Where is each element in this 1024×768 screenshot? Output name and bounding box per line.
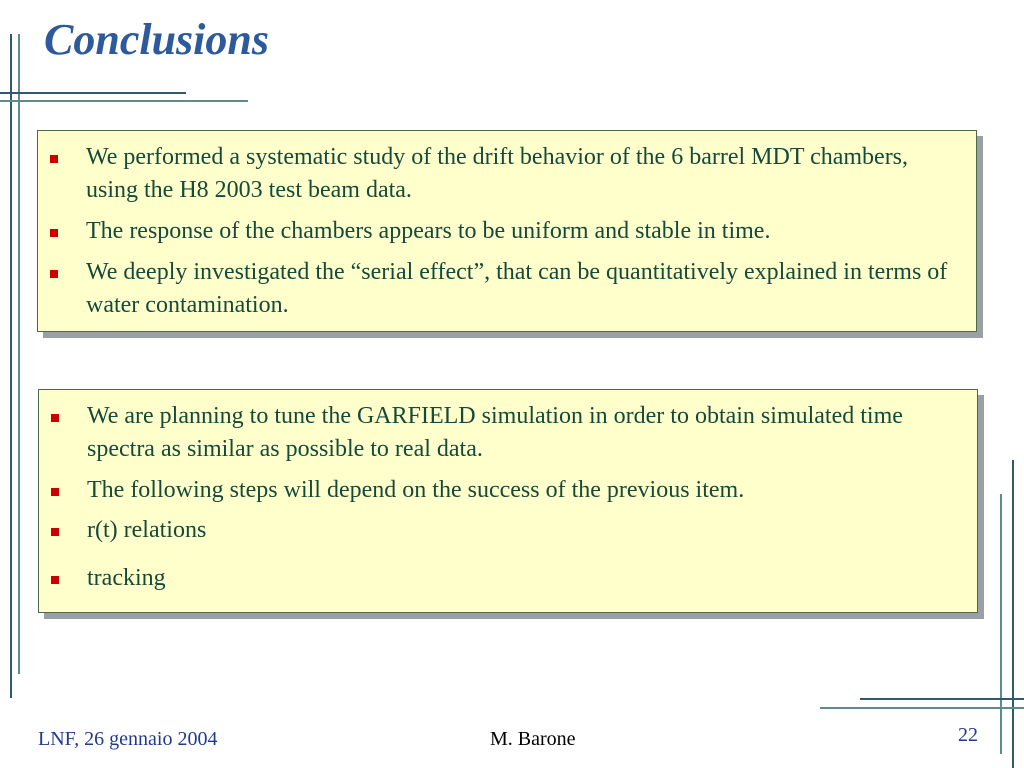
bullet-icon bbox=[51, 414, 59, 422]
frame-line-left-inner bbox=[18, 34, 20, 674]
page-number: 22 bbox=[958, 724, 978, 746]
bullet-icon bbox=[51, 576, 59, 584]
page-title: Conclusions bbox=[44, 15, 269, 64]
list-item bbox=[39, 400, 967, 466]
list-item bbox=[39, 514, 967, 547]
conclusions-list bbox=[38, 141, 966, 322]
frame-line-left-outer bbox=[10, 34, 12, 698]
list-item-text: The following steps will depend on the success of the previous item. bbox=[87, 477, 745, 503]
footer-date: LNF, 26 gennaio 2004 bbox=[38, 728, 218, 750]
list-item-text: We deeply investigated the “serial effect”, that can be quantitatively explained in terms of water contamination. bbox=[86, 259, 948, 318]
list-item-text: r(t) relations bbox=[87, 517, 207, 543]
bullet-icon bbox=[50, 270, 58, 278]
frame-line-bottom-lower bbox=[820, 707, 1024, 709]
frame-line-right-inner bbox=[1000, 494, 1002, 754]
frame-line-top-lower bbox=[0, 100, 248, 102]
bullet-icon bbox=[51, 528, 59, 536]
bullet-icon bbox=[51, 488, 59, 496]
footer-author: M. Barone bbox=[490, 728, 576, 750]
list-item bbox=[38, 256, 966, 322]
list-item bbox=[39, 562, 967, 595]
conclusions-box bbox=[37, 130, 977, 332]
plans-list bbox=[39, 400, 967, 595]
list-item bbox=[38, 215, 966, 248]
list-item-text: tracking bbox=[87, 565, 166, 591]
frame-line-right-outer bbox=[1012, 460, 1014, 768]
list-item-text: The response of the chambers appears to be uniform and stable in time. bbox=[86, 218, 771, 244]
list-item-text: We are planning to tune the GARFIELD simulation in order to obtain simulated time spectra as similar as possible to real data. bbox=[87, 403, 903, 462]
list-item-text: We performed a systematic study of the drift behavior of the 6 barrel MDT chambers, using the H8 2003 test beam data. bbox=[86, 144, 909, 203]
plans-box bbox=[38, 389, 978, 613]
frame-line-top-upper bbox=[0, 92, 186, 94]
list-item bbox=[39, 474, 967, 507]
frame-line-bottom-upper bbox=[860, 698, 1024, 700]
list-item bbox=[38, 141, 966, 207]
bullet-icon bbox=[50, 155, 58, 163]
bullet-icon bbox=[50, 229, 58, 237]
